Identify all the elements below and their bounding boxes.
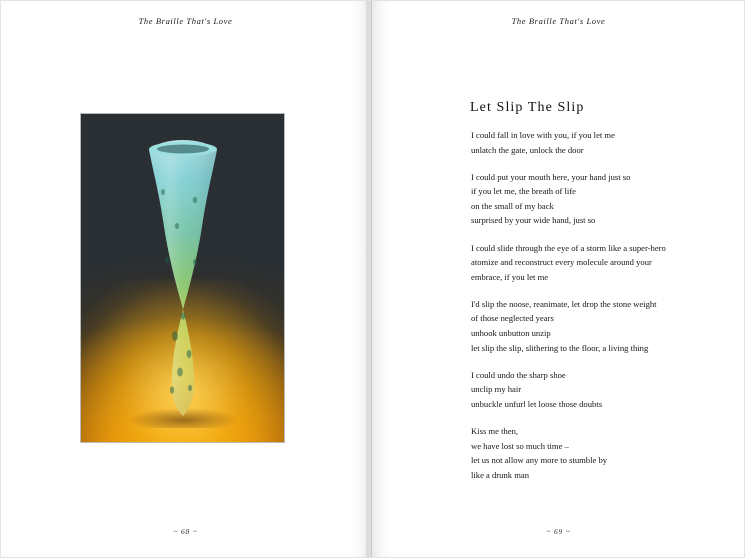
poem-line: unbuckle unfurl let loose those doubts [471,398,603,409]
poem-stanza [471,297,703,355]
poem-line: atomize and reconstruct every molecule around your [471,257,652,268]
poem-line: unhook unbutton unzip [471,328,551,339]
poem-line: let us not allow any more to stumble by [471,455,608,466]
poem-stanza [471,170,703,228]
poem-stanza [471,368,703,412]
poem-line: surprised by your wide hand, just so [471,215,596,226]
poem-line: on the small of my back [471,200,554,211]
poem-body [471,128,703,495]
poem-stanza [471,241,703,285]
poem-stanza [471,424,703,482]
poem-line: we have lost so much time – [471,440,569,451]
poem-line: I could slide through the eye of a storm like a super-hero [471,242,666,253]
poem-line: unlatch the gate, unlock the door [471,144,584,155]
poem-line: I'd slip the noose, reanimate, let drop the stone weight [471,298,657,309]
poem-line: embrace, if you let me [471,271,549,282]
poem-line: unclip my hair [471,384,522,395]
poem-line: I could put your mouth here, your hand just so [471,171,631,182]
poem-title: Let Slip The Slip [470,100,585,115]
vase-illustration [123,140,243,428]
poem-line: I could fall in love with you, if you let me [471,130,615,140]
poem-line: I could undo the sharp shoe [471,369,566,380]
folio-left: ~ 68 ~ [173,527,198,536]
folio-right: ~ 69 ~ [546,527,571,536]
artwork-plate [80,113,285,443]
poem-line: let slip the slip, slithering to the floor, a living thing [471,342,649,353]
running-head-right: The Braille That's Love [511,16,606,26]
left-page [0,0,372,558]
poem-stanza [471,128,703,157]
poem-line: like a drunk man [471,469,529,480]
poem-line: Kiss me then, [471,426,519,436]
poem-line: of those neglected years [471,313,554,324]
running-head-left: The Braille That's Love [138,16,233,26]
poem-line: if you let me, the breath of life [471,186,576,197]
right-page [372,0,745,558]
